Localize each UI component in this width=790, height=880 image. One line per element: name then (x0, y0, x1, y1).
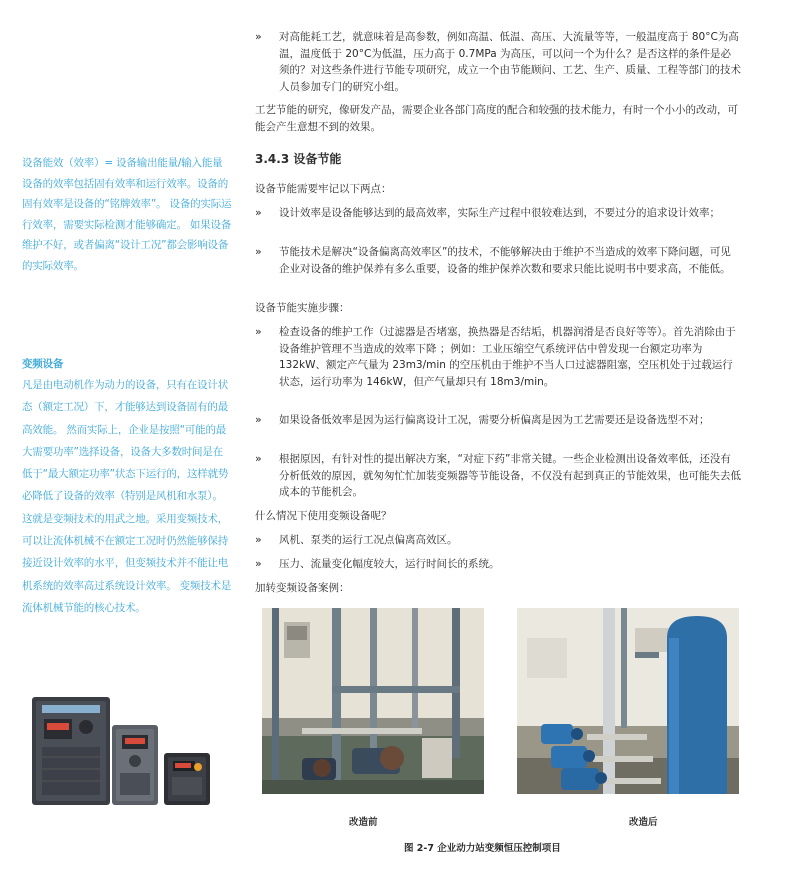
remember-item-text: 设计效率是设备能够达到的最高效率，实际生产过程中很较难达到，不要过分的追求设计效率； (279, 207, 720, 219)
steps-intro: 设备节能实施步骤： (255, 302, 350, 314)
step-item (255, 324, 745, 390)
vfd-item-text: 压力、流量变化幅度较大，运行时间长的系统。 (279, 558, 500, 570)
vfd-item (255, 532, 745, 549)
remember-item (255, 205, 745, 222)
intro-bullet (255, 29, 745, 95)
vfd-item (255, 556, 745, 573)
photo-before (262, 608, 484, 794)
photo-after (517, 608, 739, 794)
bullet-marker: » (255, 30, 262, 43)
remember-item (255, 244, 745, 277)
bullet-marker: » (255, 206, 262, 219)
step-item-text: 根据原因，有针对性的提出解决方案，“对症下药”非常关键。一些企业检测出设备效率低，还没有分析低效的原因，就匆匆忙忙加装变频器等节能设备，不仅没有起到真正的节能效果，也可能失去低成本的节能机会。 (279, 453, 741, 498)
inverter-devices-image (30, 695, 215, 807)
vfd-item-text: 风机、泵类的运行工况点偏离高效区。 (279, 534, 458, 546)
caption-after: 改造后 (629, 817, 658, 828)
figure-caption: 图 2-7 企业动力站变频恒压控制项目 (404, 843, 561, 854)
bullet-marker: » (255, 245, 262, 258)
bullet-marker: » (255, 533, 262, 546)
efficiency-note: 设备能效（效率）= 设备输出能量/输入能量 设备的效率包括固有效率和运行效率。设备的固有效率是设备的“铭牌效率”。 设备的实际运行效率，需要实际检测才能够确定。 如果设备维护不好，或者偏离“设计工况”都会影响设备的实际效率。 (22, 157, 232, 272)
step-item-text: 检查设备的维护工作（过滤器是否堵塞，换热器是否结垢，机器润滑是否良好等等）。首先消除由于设备维护管理不当造成的效率下降 ；例如：工业压缩空气系统评估中曾发现一台额定功率为 132kW、额定产气量为 23m3/min 的空压机由于维护不当人口过滤器阻塞，空压机处于过载运行状态，运行功率为 146kW，但产气量却只有 18m3/min。 (279, 326, 736, 388)
bullet-marker: » (255, 557, 262, 570)
vfd-note-title: 变频设备 (22, 358, 64, 370)
caption-before: 改造前 (349, 817, 378, 828)
bullet-marker: » (255, 452, 262, 465)
remember-item-text: 节能技术是解决“设备偏离高效率区”的技术，不能够解决由于维护不当造成的效率下降问题，可见企业对设备的维护保养有多么重要，设备的维护保养次数和要求只能比说明书中要求高，不能低。 (279, 246, 731, 275)
bullet-marker: » (255, 325, 262, 338)
remember-intro: 设备节能需要牢记以下两点： (255, 183, 392, 195)
step-item (255, 412, 745, 429)
section-heading: 3.4.3 设备节能 (255, 152, 342, 166)
case-intro: 加转变频设备案例： (255, 582, 350, 594)
bullet-marker: » (255, 413, 262, 426)
step-item (255, 451, 745, 501)
vfd-note: 凡是由电动机作为动力的设备，只有在设计状态（额定工况）下，才能够达到设备固有的最高效能。 然而实际上，企业是按照“可能的最大需要功率”选择设备，设备大多数时间是在低于“最大额定功率”状态下运行的，这样就势必降低了设备的效率（特别是风机和水泵）。这就是变频技术的用武之地。采用变频技术，可以让流体机械不在额定工况时仍然能够保持接近设计效率的水平，但变频技术并不能让电机系统的效率高过系统设计效率。 变频技术是流体机械节能的核心技术。 (22, 379, 232, 614)
vfd-question: 什么情况下使用变频设备呢？ (255, 510, 392, 522)
process-paragraph: 工艺节能的研究，像研发产品，需要企业各部门高度的配合和较强的技术能力，有时一个小小的改动，可能会产生意想不到的效果。 (255, 104, 738, 133)
step-item-text: 如果设备低效率是因为运行偏离设计工况，需要分析偏离是因为工艺需要还是设备选型不对； (279, 414, 710, 426)
intro-bullet-text: 对高能耗工艺，就意味着是高参数，例如高温、低温、高压、大流量等等，一般温度高于 80°C为高温，温度低于 20°C为低温，压力高于 0.7MPa 为高压，可以问一个为什么？是否这样的条件是必须的？对这些条件进行节能专项研究，成立一个由节能顾问、工艺、生产、质量、工程等部门的技术人员参加专门的研究小组。 (279, 31, 741, 93)
